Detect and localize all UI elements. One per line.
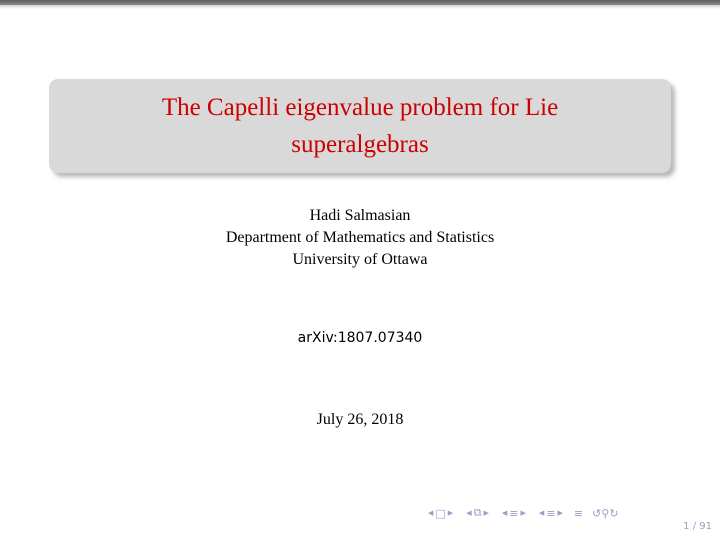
undo-icon[interactable]: ↺ bbox=[592, 506, 602, 520]
nav-frame-next-icon[interactable]: ▶ bbox=[483, 509, 489, 517]
author-block bbox=[0, 205, 720, 271]
search-icon[interactable]: ⚲ bbox=[601, 506, 610, 520]
slide-date: July 26, 2018 bbox=[316, 411, 404, 428]
author-university: University of Ottawa bbox=[292, 251, 428, 268]
arxiv-reference: arXiv:1807.07340 bbox=[297, 330, 423, 346]
frame-icon[interactable]: ⧉ bbox=[473, 506, 482, 519]
nav-frame-prev-icon[interactable]: ◀ bbox=[466, 509, 472, 517]
beamer-navigation bbox=[426, 506, 711, 520]
nav-slide-next-icon[interactable]: ▶ bbox=[447, 509, 454, 517]
subsection-icon[interactable]: ≡ bbox=[509, 506, 519, 520]
redo-icon[interactable]: ↻ bbox=[609, 506, 619, 520]
top-bar-shadow bbox=[0, 5, 720, 9]
nav-section-next-icon[interactable]: ▶ bbox=[557, 509, 563, 517]
section-icon[interactable]: ≡ bbox=[546, 506, 556, 520]
nav-slide-prev-icon[interactable]: ◀ bbox=[428, 509, 434, 517]
nav-subsection-next-icon[interactable]: ▶ bbox=[520, 509, 526, 517]
nav-section-prev-icon[interactable]: ◀ bbox=[538, 509, 545, 517]
author-name: Hadi Salmasian bbox=[309, 207, 411, 224]
slide-title: The Capelli eigenvalue problem for Lie superalgebras bbox=[161, 94, 559, 158]
presentation-icon[interactable]: ≡ bbox=[573, 506, 584, 520]
page-number: 1 / 91 bbox=[683, 521, 712, 532]
nav-subsection-prev-icon[interactable]: ◀ bbox=[501, 509, 508, 517]
slide-icon[interactable]: □ bbox=[435, 506, 446, 520]
title-box bbox=[49, 79, 671, 173]
author-department: Department of Mathematics and Statistics bbox=[225, 229, 495, 246]
